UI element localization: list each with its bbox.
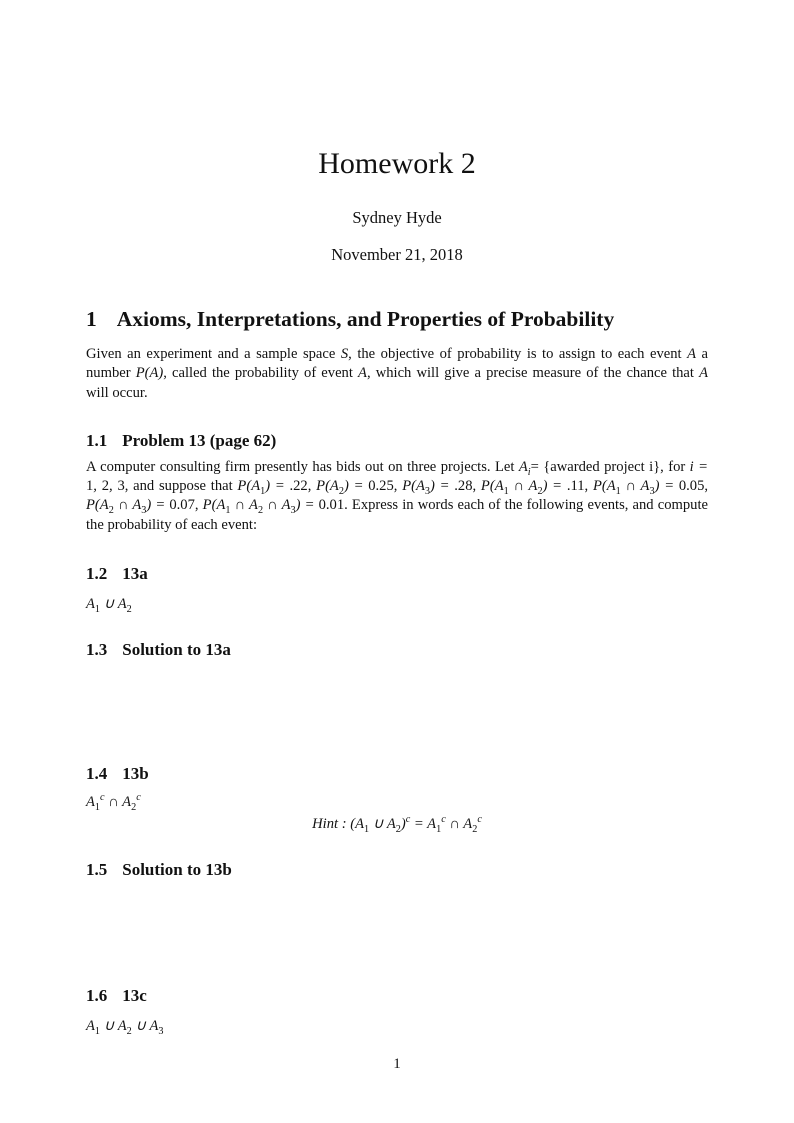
- document-title: Homework 2: [318, 147, 476, 180]
- subsection-number: 1.4: [86, 764, 108, 784]
- subsection-number: 1.5: [86, 860, 108, 880]
- subsection-title: Problem 13 (page 62): [122, 430, 277, 450]
- subsection-1-5-heading: [86, 859, 708, 880]
- title-block: [86, 0, 708, 265]
- subsection-title: 13c: [122, 986, 147, 1006]
- problem-13-paragraph: A computer consulting firm presently has bids out on three projects. Let $A_i=$ {awarded project i}, for i = 1, 2, 3, and suppose that $P(A_1) = .22$, $P(A_2) = 0.25$, $P(A_3) = .28$, $P(A_1$ ∩ $A_2) = .11$, $P(A_1$ ∩ $A_3) = 0.05$, $P(A_2$ ∩ $A_3) = 0.07$, $P(A_1$ ∩ $A_2$ ∩ $A_3) = 0.01$. Express in words each of the following events, and compute the probability of each event:: [86, 458, 709, 533]
- document-date: November 21, 2018: [331, 245, 463, 264]
- subsection-1-2-heading: [86, 563, 708, 584]
- subsection-title: Solution to 13a: [122, 640, 231, 660]
- section-1-heading: [86, 306, 708, 333]
- subsection-title: 13a: [122, 564, 148, 584]
- subsection-number: 1.3: [86, 640, 108, 660]
- subsection-1-6-heading: [86, 985, 708, 1006]
- section-number: 1: [86, 307, 97, 331]
- subsection-1-1-heading: [86, 430, 708, 451]
- event-13a-math: $A_1$ ∪ $A_2$: [86, 596, 132, 615]
- event-13c-math: $A_1$ ∪ $A_2$ ∪ $A_3$: [86, 1018, 164, 1037]
- subsection-1-3-heading: [86, 639, 708, 660]
- subsection-1-4-heading: [86, 763, 708, 784]
- subsection-number: 1.1: [86, 430, 108, 450]
- section-title: Axioms, Interpretations, and Properties of Probability: [116, 307, 615, 331]
- solution-13b-area: [86, 880, 708, 985]
- section-intro-paragraph: Given an experiment and a sample space S, the objective of probability is to assign to each event A a number P(A), called the probability of event A, which will give a precise measure of the chance that A will occur.: [86, 346, 708, 401]
- event-13b-math: $A_1^c$ ∩ $A_2^c$: [86, 792, 141, 813]
- subsection-number: 1.2: [86, 564, 108, 584]
- page-number: 1: [393, 1056, 401, 1072]
- solution-13a-area: [86, 660, 708, 763]
- hint-13b-math: Hint : ($A_1$ ∪ $A_2)^c = A_1^c$ ∩ $A_2^c$: [312, 814, 482, 835]
- subsection-number: 1.6: [86, 986, 108, 1006]
- subsection-title: 13b: [122, 764, 149, 784]
- subsection-title: Solution to 13b: [122, 860, 232, 880]
- document-author: Sydney Hyde: [352, 208, 442, 227]
